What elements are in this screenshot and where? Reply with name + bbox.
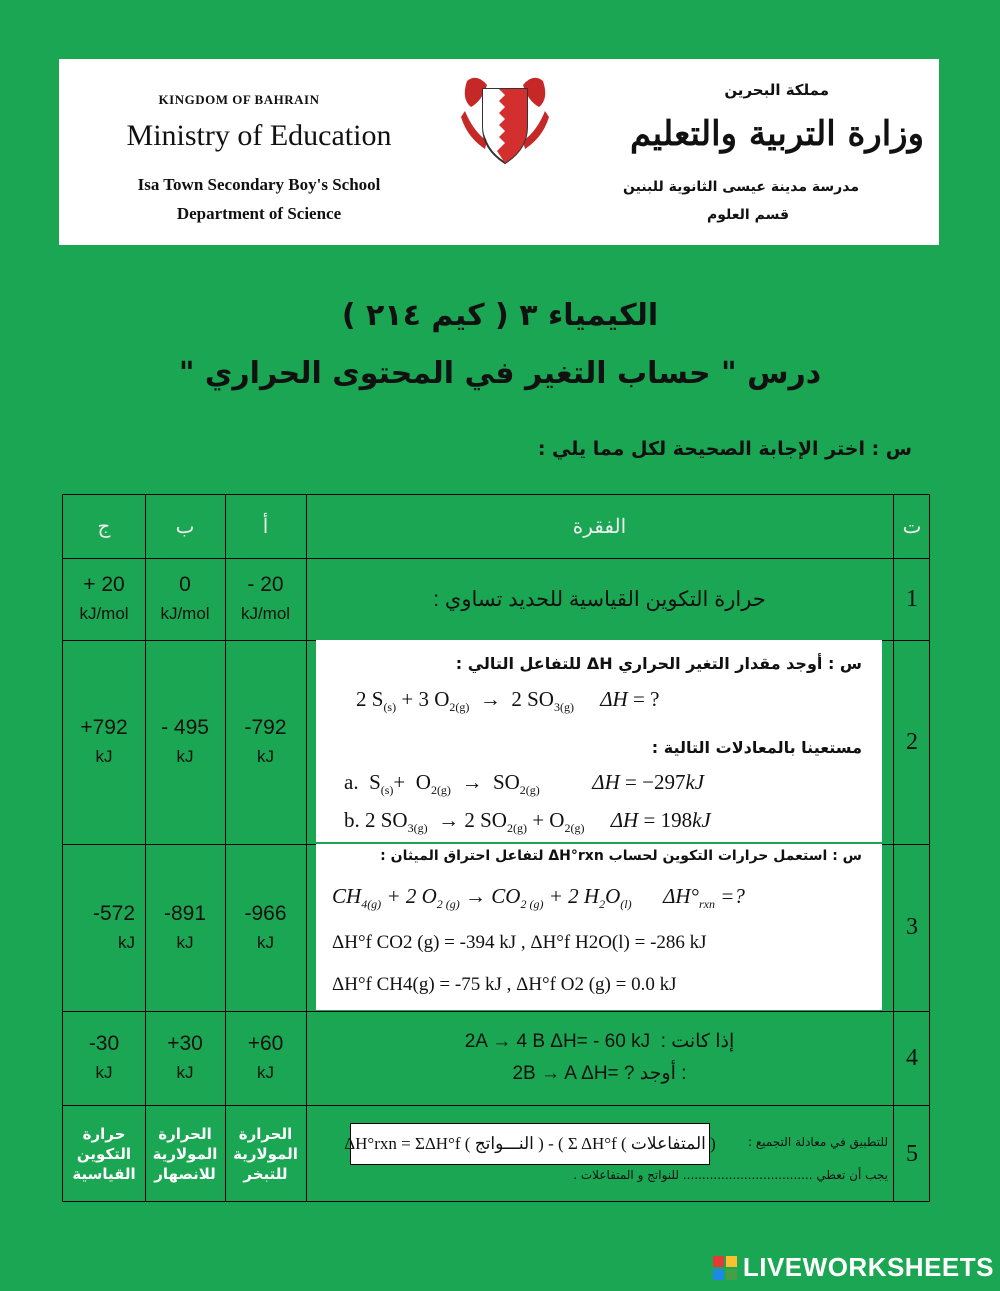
option-b[interactable]: الحرارة المولارية للانصهار xyxy=(152,1125,218,1183)
q2-equation-b: b. 2 $SO_{3(g)} \to 2$ $SO_{2(g)} + O_{2(g)}$ ΔH = 198kJ xyxy=(344,808,711,836)
option-a[interactable]: الحرارة المولارية للتبخر xyxy=(233,1125,298,1183)
q3-data-line1: ΔH°f CO2 (g) = -394 kJ , ΔH°f H2O(l) = -286 kJ xyxy=(332,932,707,953)
header-ministry-en: Ministry of Education xyxy=(126,119,392,152)
option-a[interactable]: - 20 kJ/mol xyxy=(240,573,291,623)
item-number: 1 xyxy=(906,585,918,612)
lesson-title: درس " حساب التغير في المحتوى الحراري " xyxy=(178,356,822,391)
item-text: حرارة التكوين القياسية للحديد تساوي : xyxy=(433,587,766,611)
header-kingdom-en: KINGDOM OF BAHRAIN xyxy=(158,92,320,107)
bahrain-crest-icon xyxy=(457,71,553,167)
header-ministry-ar: وزارة التربية والتعليم xyxy=(630,114,924,154)
logo-cube-icon xyxy=(713,1256,737,1280)
option-c[interactable]: +792 kJ xyxy=(80,716,128,766)
option-c[interactable]: + 20 kJ/mol xyxy=(79,573,129,623)
option-b[interactable]: - 495 kJ xyxy=(161,716,209,766)
item-number: 3 xyxy=(906,914,918,940)
q3-title: س : استعمل حرارات التكوين لحساب ΔH°rxn لتفاعل احتراق الميثان : xyxy=(380,848,862,864)
liveworksheets-logo: LIVEWORKSHEETS xyxy=(713,1252,994,1283)
question-3-box xyxy=(316,844,882,1010)
q2-title: س : أوجد مقدار التغير الحراري ΔH للتفاعل التالي : xyxy=(455,654,862,673)
header-number: ت xyxy=(902,516,922,538)
option-b[interactable]: +30 kJ xyxy=(167,1032,203,1082)
q2-main-equation: 2 $S_{(s)} + 3$ $O_{2(g)} \to 2$ $SO_{3(g)}$ ΔH = ? xyxy=(356,687,660,715)
option-a[interactable]: +60 kJ xyxy=(247,1032,284,1082)
header-option-c: ج xyxy=(97,516,111,538)
header-option-a: أ xyxy=(262,516,269,538)
option-c[interactable]: -572 kJ xyxy=(92,901,135,952)
option-a[interactable]: -792 kJ xyxy=(244,716,287,766)
question-prompt: س : اختر الإجابة الصحيحة لكل مما يلي : xyxy=(537,438,912,460)
option-b[interactable]: 0 kJ/mol xyxy=(160,573,210,623)
q3-data-line2: ΔH°f CH4(g) = -75 kJ , ΔH°f O2 (g) = 0.0 kJ xyxy=(332,974,677,995)
q2-equation-a: a. $S_{(s)}+ O_{2(g)} \to SO_{2(g)}$ ΔH = −297kJ xyxy=(344,770,705,798)
item-number: 4 xyxy=(906,1044,918,1071)
header-item: الفقرة xyxy=(572,516,627,538)
q5-text2: يجب أن تعطي .................................. للنواتج و المتفاعلات . xyxy=(573,1168,888,1182)
page-title: الكيمياء ٣ ( كيم ٢١٤ ) xyxy=(341,298,659,333)
q3-main-equation: $CH_{4(g)} + 2$ $O_{2 (g)} \to CO_{2 (g)} + 2$ $H_2O_{(l)}$ $\Delta H^\circ_{rxn}$ =? xyxy=(332,884,745,912)
school-header xyxy=(59,59,939,245)
question-2-box xyxy=(316,640,882,842)
header-option-b: ب xyxy=(175,516,195,538)
header-school-en: Isa Town Secondary Boy's School xyxy=(137,175,381,194)
header-kingdom-ar: مملكة البحرين xyxy=(724,81,829,99)
item-text: 2A → 4 B ΔH= - 60 kJ إذا كانت : 2B → A ΔH= ? : أوجد xyxy=(464,1031,735,1084)
hess-formula: ΔH°rxn = ΣΔH°f ( النـــواتج ) - ( Σ ΔH°f ( المتفاعلات ) xyxy=(350,1123,710,1165)
item-number: 5 xyxy=(906,1140,918,1167)
option-a[interactable]: -966 kJ xyxy=(244,901,287,952)
q2-subtitle: مستعينا بالمعادلات التالية : xyxy=(651,738,862,757)
header-school-ar: مدرسة مدينة عيسى الثانوية للبنين xyxy=(623,179,859,195)
header-department-en: Department of Science xyxy=(176,204,342,223)
option-c[interactable]: حرارة التكوين القياسية xyxy=(72,1125,136,1183)
option-c[interactable]: -30 kJ xyxy=(88,1032,120,1082)
option-b[interactable]: -891 kJ xyxy=(163,901,207,952)
q5-text1: للتطبيق في معادلة التجميع : xyxy=(748,1135,888,1149)
header-department-ar: قسم العلوم xyxy=(707,207,789,223)
item-number: 2 xyxy=(906,728,918,755)
